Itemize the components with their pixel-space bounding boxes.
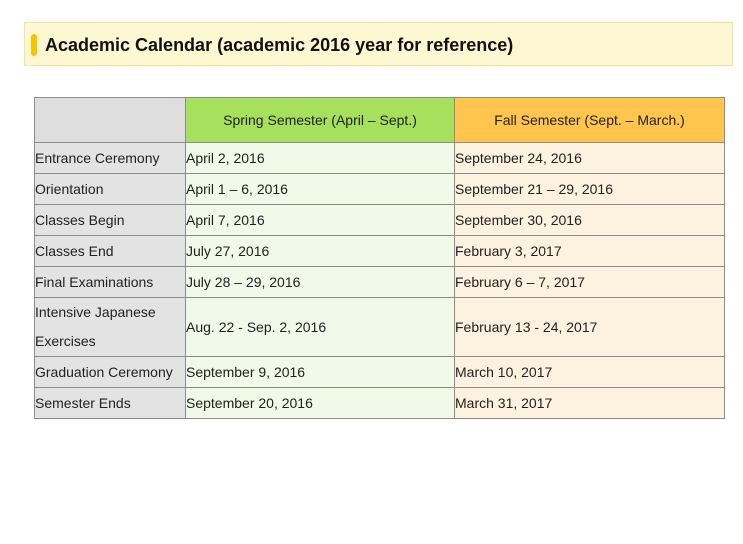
spring-date: September 9, 2016 [186,357,455,388]
fall-date: March 31, 2017 [455,388,725,419]
spring-date: July 28 – 29, 2016 [186,267,455,298]
table-row [35,357,725,388]
fall-date: February 3, 2017 [455,236,725,267]
table-row [35,174,725,205]
spring-date: April 7, 2016 [186,205,455,236]
fall-date: March 10, 2017 [455,357,725,388]
academic-calendar-table [34,97,725,419]
event-label: Orientation [35,174,186,205]
spring-date: September 20, 2016 [186,388,455,419]
table-header-row [35,98,725,143]
fall-semester-header: Fall Semester (Sept. – March.) [455,98,725,143]
spring-date: April 2, 2016 [186,143,455,174]
event-label: Semester Ends [35,388,186,419]
title-accent-bar [31,34,37,56]
table-row [35,388,725,419]
fall-date: September 21 – 29, 2016 [455,174,725,205]
event-label: Graduation Ceremony [35,357,186,388]
fall-date: September 24, 2016 [455,143,725,174]
spring-date: April 1 – 6, 2016 [186,174,455,205]
fall-date: February 6 – 7, 2017 [455,267,725,298]
event-label: Classes Begin [35,205,186,236]
spring-semester-header: Spring Semester (April – Sept.) [186,98,455,143]
page-title: Academic Calendar (academic 2016 year for reference) [45,35,514,55]
table-row [35,267,725,298]
table-row [35,143,725,174]
spring-date: Aug. 22 - Sep. 2, 2016 [186,298,455,357]
table-row [35,298,725,357]
event-label: Intensive Japanese Exercises [35,298,186,357]
title-banner [24,22,733,66]
spring-date: July 27, 2016 [186,236,455,267]
event-label: Entrance Ceremony [35,143,186,174]
event-label: Classes End [35,236,186,267]
fall-date: September 30, 2016 [455,205,725,236]
table-row [35,205,725,236]
table-row [35,236,725,267]
header-corner-cell [35,98,186,143]
event-label: Final Examinations [35,267,186,298]
fall-date: February 13 - 24, 2017 [455,298,725,357]
